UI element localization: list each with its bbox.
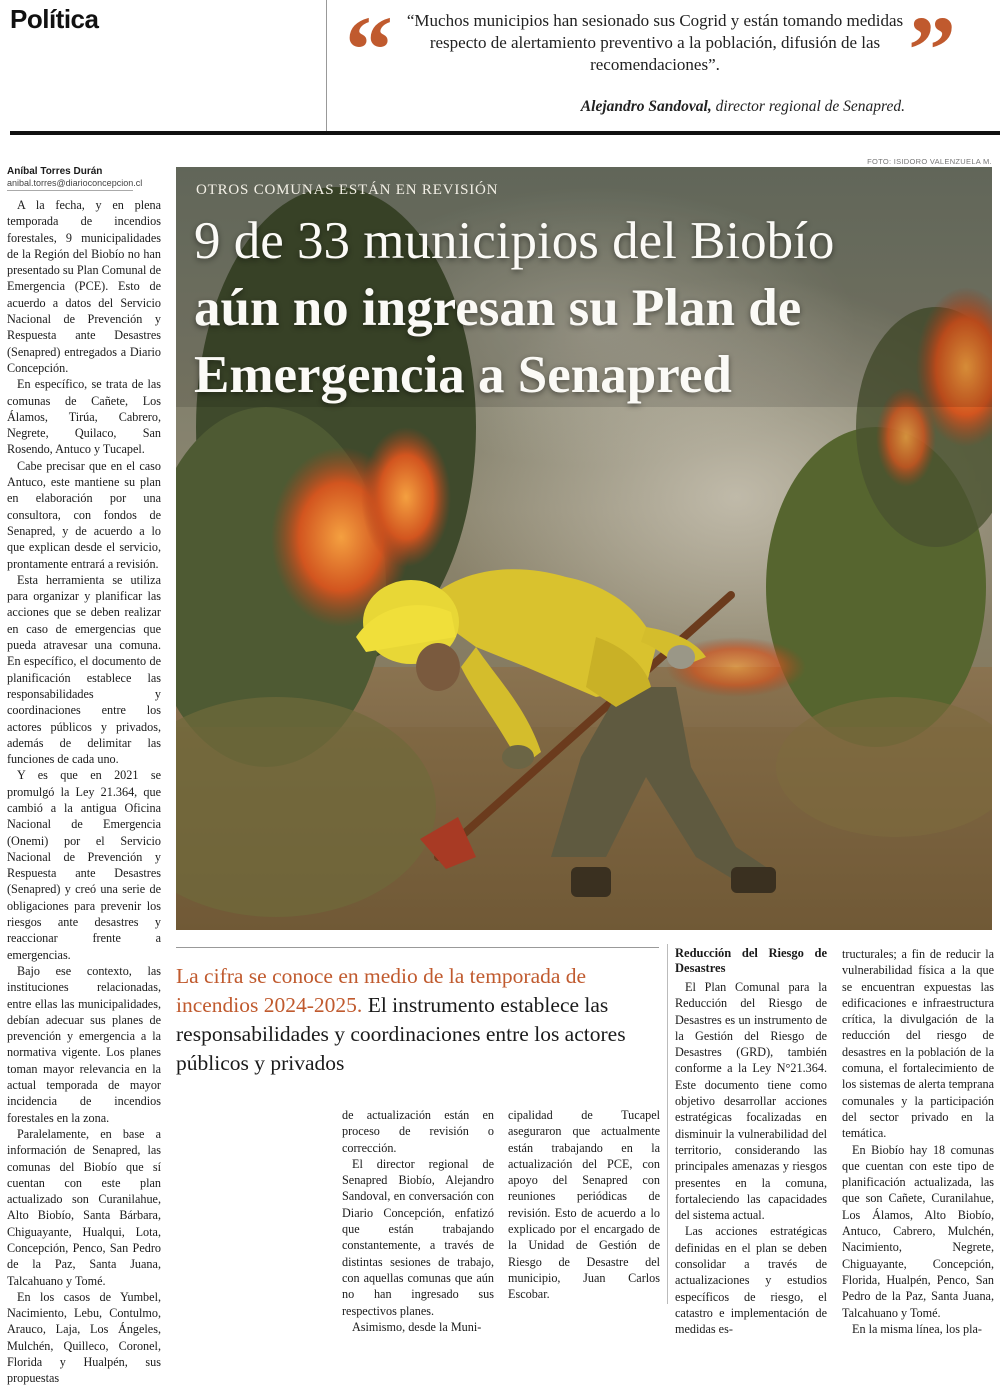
paragraph: Paralelamente, en base a información de Senapred, las comunas del Biobío que sí cuentan con este plan actualizado son Curanilahue, Alto Biobío, Santa Bárbara, Chiguayante, Hualqui, Lota, Concepción, Penco, San Pedro de la Paz, Santa Juana, Talcahuano y Tomé. — [7, 1126, 161, 1288]
headline — [194, 208, 984, 409]
byline-email[interactable]: anibal.torres@diarioconcepcion.cl — [7, 178, 143, 188]
paragraph: Bajo ese contexto, las instituciones relacionadas, entre ellas las municipalidades, debían adecuar sus planes de prevención y emergencia a la normativa vigente. Los planes toman mayor relevancia en la actual temporada de mayor incidencia de incendios forestales en la zona. — [7, 963, 161, 1125]
lead-rule — [176, 947, 659, 948]
paragraph: tructurales; a fin de reducir la vulnerabilidad física a la que se encuentran expuestas las edificaciones e infraestructura crítica, la divulgación de la reducción del riesgo de desastres en la población de la comuna, el fortalecimiento de los sistemas de alerta temprana comunales y la participación del sector privado en la temática. — [842, 947, 994, 1141]
headline-line-3: Emergencia a Senapred — [194, 346, 732, 404]
subheading: Reducción del Riesgo de Desastres — [675, 946, 827, 975]
pull-quote: “Muchos municipios han sesionado sus Cogrid y están tomando medidas respecto de alertamiento preventivo a la población, difusión de las recomendaciones”. — [406, 11, 904, 74]
paragraph: Esta herramienta se utiliza para organizar y planificar las acciones que se deben realizar en caso de emergencias que pueda atravesar una comuna. En específico, el documento de planificación establece las responsabilidades y coordinaciones entre los actores públicos y privados, además de delimitar las funciones de cada uno. — [7, 572, 161, 767]
paragraph: cipalidad de Tucapel aseguraron que actualmente están trabajando en la actualización del PCE, con apoyo del Senapred con reuniones periódicas de revisión. Esto de acuerdo a lo explicado por el encargado de la Unidad de Gestión de Riesgo de Desastre del municipio, Juan Carlos Escobar. — [508, 1108, 660, 1302]
photo-kicker: OTROS COMUNAS ESTÁN EN REVISIÓN — [196, 182, 499, 198]
paragraph: El director regional de Senapred Biobío, Alejandro Sandoval, en conversación con Diario Concepción, enfatizó que están trabajando constantemente, a través de distintas sesiones de trabajo, con aquellas comunas que aún no han ingresado sus respectivos planes. — [342, 1156, 494, 1318]
section-title: Política — [10, 4, 99, 34]
lead-accent: La cifra se conoce en medio de la temporada de incendios 2024-2025. — [176, 964, 587, 1017]
paragraph: En específico, se trata de las comunas de Cañete, Los Álamos, Tirúa, Cabrero, Negrete, Quilaco, San Rosendo, Antuco y Tucapel. — [7, 377, 161, 457]
paragraph: En la misma línea, los pla- — [852, 1321, 982, 1336]
paragraph: de actualización están en proceso de revisión o corrección. — [342, 1108, 494, 1155]
paragraph: Y es que en 2021 se promulgó la Ley 21.364, que cambió a la antigua Oficina Nacional de Emergencia (Onemi) por el Servicio Nacional de Prevención y Respuesta ante Desastres (Senapred) y creó una serie de obligaciones para prevenir los riesgos ante desastres y reaccionar frente a emergencias. — [7, 768, 161, 962]
paragraph: Las acciones estratégicas definidas en el plan se deben consolidar a través de actualizaciones y estudios específicos de riesgo, el catastro e implementación de medidas es- — [675, 1224, 827, 1337]
byline-name: Aníbal Torres Durán — [7, 166, 103, 177]
article-column-2 — [342, 1107, 494, 1335]
byline-rule — [7, 190, 133, 191]
paragraph: El Plan Comunal para la Reducción del Riesgo de Desastres es un instrumento de la Gestión del Riesgo de Desastres (GRD), también conforme a la Ley N°21.364. Este documento tiene como objetivo desarrollar acciones estratégicas focalizadas en disminuir la vulnerabilidad del territorio, considerando las principales amenazas y riesgos presentes en la comuna, fortaleciendo las capacidades del sistema actual. — [675, 980, 827, 1223]
quote-author-name: Alejandro Sandoval, — [580, 98, 712, 115]
paragraph: En los casos de Yumbel, Nacimiento, Lebu, Contulmo, Arauco, Laja, Los Ángeles, Mulchén, Quilleco, Coronel, Florida y Hualpén, sus propuestas — [7, 1289, 161, 1386]
article-column-3 — [508, 1107, 660, 1303]
paragraph: En Biobío hay 18 comunas que cuentan con este tipo de planificación actualizada, las que son Cañete, Curanilahue, Los Álamos, Alto Biobío, Antuco, Cabrero, Mulchén, Nacimiento, Negrete, Chiguayante, Concepción, Florida, Hualpén, Penco, San Pedro de la Paz, Santa Juana, Talcahuano y Tomé. — [842, 1142, 994, 1320]
lead-deck — [176, 962, 646, 1078]
headline-line-1: 9 de 33 municipios del Biobío — [194, 212, 835, 270]
header-rule — [10, 131, 1000, 135]
photo-credit: FOTO: ISIDORO VALENZUELA M. — [867, 157, 992, 166]
quote-author — [405, 98, 905, 116]
article-column-1 — [7, 197, 161, 1387]
column-divider — [667, 944, 668, 1304]
paragraph: Asimismo, desde la Muni- — [352, 1319, 482, 1334]
headline-line-2: aún no ingresan su Plan de — [194, 279, 802, 337]
paragraph: A la fecha, y en plena temporada de incendios forestales, 9 municipalidades de la Región del Biobío no han presentado su Plan Comunal de Emergencia (PCE). Esto de acuerdo a datos del Servicio Nacional de Prevención y Respuesta ante Desastres (Senapred) entregados a Diario Concepción. — [7, 198, 161, 375]
article-column-5 — [842, 946, 994, 1337]
header-divider — [326, 0, 327, 132]
paragraph: Cabe precisar que en el caso Antuco, este mantiene su plan en elaboración por una consultora, con fondos de Senapred, y de acuerdo a lo que explican desde el servicio, prontamente entrará a revisión. — [7, 458, 161, 571]
close-quote-icon: ” — [908, 0, 956, 103]
article-column-4 — [675, 946, 827, 1338]
open-quote-icon: “ — [345, 0, 393, 103]
quote-author-role: director regional de Senapred. — [711, 98, 905, 115]
lead-rest: El instrumento establece las responsabilidades y coordinaciones entre los actores públicos y privados — [176, 993, 626, 1075]
